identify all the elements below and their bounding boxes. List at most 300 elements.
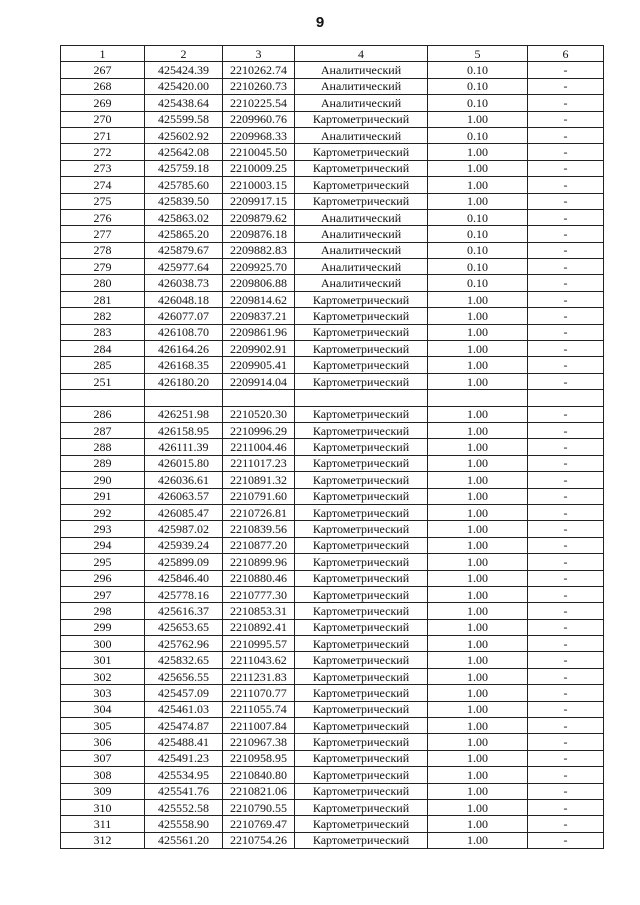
cell-x-coordinate: 425778.16 xyxy=(145,586,223,602)
header-cell-3: 3 xyxy=(223,46,295,62)
cell-y-coordinate: 2210003.15 xyxy=(223,177,295,193)
cell-x-coordinate: 425846.40 xyxy=(145,570,223,586)
cell-y-coordinate: 2210520.30 xyxy=(223,406,295,422)
table-row xyxy=(61,455,604,471)
cell-point-number: 294 xyxy=(61,537,145,553)
cell-x-coordinate: 425461.03 xyxy=(145,701,223,717)
table-row xyxy=(61,619,604,635)
cell-method: Картометрический xyxy=(295,521,428,537)
cell-note: - xyxy=(528,799,604,815)
cell-note: - xyxy=(528,291,604,307)
cell-x-coordinate: 426158.95 xyxy=(145,422,223,438)
cell-x-coordinate: 425534.95 xyxy=(145,767,223,783)
cell-method: Картометрический xyxy=(295,488,428,504)
cell-x-coordinate: 426036.61 xyxy=(145,472,223,488)
cell-note: - xyxy=(528,373,604,389)
cell-point-number: 305 xyxy=(61,718,145,734)
cell-point-number: 289 xyxy=(61,455,145,471)
table-row xyxy=(61,259,604,275)
table-row xyxy=(61,636,604,652)
table-row xyxy=(61,718,604,734)
cell-x-coordinate: 426077.07 xyxy=(145,308,223,324)
cell-note: - xyxy=(528,111,604,127)
cell-point-number: 281 xyxy=(61,291,145,307)
cell-note: - xyxy=(528,209,604,225)
cell-x-coordinate: 426164.26 xyxy=(145,341,223,357)
table-row xyxy=(61,439,604,455)
table-row xyxy=(61,127,604,143)
cell-point-number: 274 xyxy=(61,177,145,193)
cell-accuracy: 1.00 xyxy=(428,341,528,357)
cell-y-coordinate: 2210009.25 xyxy=(223,160,295,176)
cell-x-coordinate: 426085.47 xyxy=(145,504,223,520)
cell-note: - xyxy=(528,767,604,783)
cell-y-coordinate: 2210790.55 xyxy=(223,799,295,815)
table-row xyxy=(61,521,604,537)
cell-note: - xyxy=(528,537,604,553)
table-row xyxy=(61,750,604,766)
cell-point-number: 285 xyxy=(61,357,145,373)
cell-y-coordinate: 2211070.77 xyxy=(223,685,295,701)
cell-method: Аналитический xyxy=(295,62,428,78)
cell-y-coordinate: 2209917.15 xyxy=(223,193,295,209)
cell-note: - xyxy=(528,488,604,504)
cell-x-coordinate: 425839.50 xyxy=(145,193,223,209)
cell-point-number: 270 xyxy=(61,111,145,127)
cell-note: - xyxy=(528,685,604,701)
cell-point-number: 297 xyxy=(61,586,145,602)
cell-method: Картометрический xyxy=(295,668,428,684)
cell-point-number: 299 xyxy=(61,619,145,635)
cell-point-number: 271 xyxy=(61,127,145,143)
cell-x-coordinate: 425832.65 xyxy=(145,652,223,668)
table-row xyxy=(61,554,604,570)
cell-method: Картометрический xyxy=(295,767,428,783)
cell-y-coordinate: 2210995.57 xyxy=(223,636,295,652)
cell-x-coordinate: 425438.64 xyxy=(145,95,223,111)
cell-y-coordinate: 2210262.74 xyxy=(223,62,295,78)
cell-note: - xyxy=(528,439,604,455)
table-row xyxy=(61,586,604,602)
cell-accuracy: 0.10 xyxy=(428,259,528,275)
cell-point-number: 295 xyxy=(61,554,145,570)
cell-note: - xyxy=(528,357,604,373)
cell-point-number: 292 xyxy=(61,504,145,520)
cell-y-coordinate: 2209902.91 xyxy=(223,341,295,357)
cell-x-coordinate: 425552.58 xyxy=(145,799,223,815)
table-body xyxy=(61,62,604,849)
table-row xyxy=(61,373,604,389)
cell-x-coordinate: 426108.70 xyxy=(145,324,223,340)
cell-x-coordinate: 426251.98 xyxy=(145,406,223,422)
cell-accuracy: 1.00 xyxy=(428,799,528,815)
cell-note: - xyxy=(528,406,604,422)
cell-accuracy: 0.10 xyxy=(428,127,528,143)
cell-x-coordinate: 425420.00 xyxy=(145,78,223,94)
cell-note: - xyxy=(528,734,604,750)
table-row xyxy=(61,324,604,340)
cell-point-number: 309 xyxy=(61,783,145,799)
cell-x-coordinate: 425762.96 xyxy=(145,636,223,652)
table-row xyxy=(61,488,604,504)
cell-x-coordinate: 425474.87 xyxy=(145,718,223,734)
cell-x-coordinate: 426048.18 xyxy=(145,291,223,307)
cell-accuracy: 1.00 xyxy=(428,291,528,307)
cell-point-number: 278 xyxy=(61,242,145,258)
cell-x-coordinate: 426111.39 xyxy=(145,439,223,455)
cell-method: Картометрический xyxy=(295,291,428,307)
cell-y-coordinate: 2209806.88 xyxy=(223,275,295,291)
cell-point-number: 287 xyxy=(61,422,145,438)
cell-note: - xyxy=(528,832,604,848)
cell-method: Аналитический xyxy=(295,242,428,258)
cell-method: Картометрический xyxy=(295,324,428,340)
cell-y-coordinate: 2210769.47 xyxy=(223,816,295,832)
cell-accuracy: 1.00 xyxy=(428,718,528,734)
cell-point-number: 302 xyxy=(61,668,145,684)
cell-method: Аналитический xyxy=(295,127,428,143)
cell-accuracy: 1.00 xyxy=(428,668,528,684)
cell-note: - xyxy=(528,422,604,438)
cell-method: Картометрический xyxy=(295,783,428,799)
cell-method: Аналитический xyxy=(295,226,428,242)
header-cell-6: 6 xyxy=(528,46,604,62)
cell-accuracy: 1.00 xyxy=(428,504,528,520)
cell-note: - xyxy=(528,226,604,242)
cell-accuracy: 1.00 xyxy=(428,521,528,537)
table-row xyxy=(61,111,604,127)
cell-method: Картометрический xyxy=(295,111,428,127)
cell-accuracy: 1.00 xyxy=(428,603,528,619)
cell-y-coordinate: 2210853.31 xyxy=(223,603,295,619)
cell-accuracy: 1.00 xyxy=(428,472,528,488)
cell-accuracy: 1.00 xyxy=(428,734,528,750)
header-cell-1: 1 xyxy=(61,46,145,62)
cell-y-coordinate: 2210726.81 xyxy=(223,504,295,520)
cell-x-coordinate: 425865.20 xyxy=(145,226,223,242)
cell-point-number: 311 xyxy=(61,816,145,832)
cell-method: Аналитический xyxy=(295,209,428,225)
cell-method: Картометрический xyxy=(295,308,428,324)
cell-y-coordinate: 2209914.04 xyxy=(223,373,295,389)
cell-x-coordinate: 425616.37 xyxy=(145,603,223,619)
cell-point-number: 291 xyxy=(61,488,145,504)
cell-method: Картометрический xyxy=(295,193,428,209)
cell-point-number: 277 xyxy=(61,226,145,242)
cell-note: - xyxy=(528,62,604,78)
cell-accuracy: 0.10 xyxy=(428,242,528,258)
table-row xyxy=(61,275,604,291)
cell-x-coordinate: 425599.58 xyxy=(145,111,223,127)
cell-x-coordinate: 426180.20 xyxy=(145,373,223,389)
table-row xyxy=(61,570,604,586)
cell-x-coordinate: 426063.57 xyxy=(145,488,223,504)
cell-x-coordinate: 425785.60 xyxy=(145,177,223,193)
cell-y-coordinate: 2210880.46 xyxy=(223,570,295,586)
cell-accuracy: 1.00 xyxy=(428,439,528,455)
cell-x-coordinate: 425977.64 xyxy=(145,259,223,275)
cell-y-coordinate xyxy=(223,390,295,406)
cell-note: - xyxy=(528,95,604,111)
cell-x-coordinate: 425879.67 xyxy=(145,242,223,258)
cell-accuracy: 1.00 xyxy=(428,586,528,602)
cell-method: Аналитический xyxy=(295,78,428,94)
cell-note: - xyxy=(528,144,604,160)
cell-method: Картометрический xyxy=(295,177,428,193)
cell-note: - xyxy=(528,783,604,799)
table-row xyxy=(61,193,604,209)
cell-note: - xyxy=(528,455,604,471)
cell-y-coordinate: 2211017.23 xyxy=(223,455,295,471)
cell-method: Картометрический xyxy=(295,570,428,586)
cell-x-coordinate: 425561.20 xyxy=(145,832,223,848)
table-row xyxy=(61,783,604,799)
cell-y-coordinate: 2209861.96 xyxy=(223,324,295,340)
cell-accuracy: 1.00 xyxy=(428,422,528,438)
cell-note: - xyxy=(528,586,604,602)
cell-accuracy: 0.10 xyxy=(428,78,528,94)
cell-y-coordinate: 2209925.70 xyxy=(223,259,295,275)
cell-accuracy: 1.00 xyxy=(428,554,528,570)
table-row xyxy=(61,816,604,832)
header-cell-2: 2 xyxy=(145,46,223,62)
cell-note: - xyxy=(528,554,604,570)
cell-accuracy: 1.00 xyxy=(428,619,528,635)
cell-accuracy: 1.00 xyxy=(428,750,528,766)
table-row xyxy=(61,209,604,225)
cell-method: Картометрический xyxy=(295,586,428,602)
cell-method: Картометрический xyxy=(295,160,428,176)
table-row xyxy=(61,308,604,324)
table-row xyxy=(61,406,604,422)
cell-y-coordinate: 2210967.38 xyxy=(223,734,295,750)
cell-method: Аналитический xyxy=(295,259,428,275)
cell-method: Картометрический xyxy=(295,554,428,570)
cell-point-number: 290 xyxy=(61,472,145,488)
cell-note: - xyxy=(528,193,604,209)
table-row xyxy=(61,160,604,176)
cell-x-coordinate: 425491.23 xyxy=(145,750,223,766)
cell-method: Картометрический xyxy=(295,816,428,832)
cell-method: Картометрический xyxy=(295,652,428,668)
cell-point-number xyxy=(61,390,145,406)
cell-method: Картометрический xyxy=(295,422,428,438)
cell-x-coordinate: 425987.02 xyxy=(145,521,223,537)
cell-method: Картометрический xyxy=(295,734,428,750)
cell-point-number: 283 xyxy=(61,324,145,340)
cell-method: Картометрический xyxy=(295,701,428,717)
cell-point-number: 269 xyxy=(61,95,145,111)
cell-y-coordinate: 2209814.62 xyxy=(223,291,295,307)
cell-note: - xyxy=(528,816,604,832)
header-cell-5: 5 xyxy=(428,46,528,62)
cell-accuracy: 0.10 xyxy=(428,275,528,291)
cell-x-coordinate: 425488.41 xyxy=(145,734,223,750)
cell-y-coordinate: 2211055.74 xyxy=(223,701,295,717)
cell-accuracy: 1.00 xyxy=(428,783,528,799)
cell-accuracy: 1.00 xyxy=(428,373,528,389)
cell-point-number: 298 xyxy=(61,603,145,619)
cell-point-number: 267 xyxy=(61,62,145,78)
coordinates-table xyxy=(60,45,604,849)
table-row xyxy=(61,504,604,520)
cell-method: Картометрический xyxy=(295,455,428,471)
cell-note: - xyxy=(528,636,604,652)
cell-method xyxy=(295,390,428,406)
cell-y-coordinate: 2211231.83 xyxy=(223,668,295,684)
cell-method: Картометрический xyxy=(295,832,428,848)
cell-y-coordinate: 2210877.20 xyxy=(223,537,295,553)
cell-y-coordinate: 2210958.95 xyxy=(223,750,295,766)
cell-method: Картометрический xyxy=(295,504,428,520)
cell-x-coordinate: 425541.76 xyxy=(145,783,223,799)
cell-y-coordinate: 2210225.54 xyxy=(223,95,295,111)
table-row xyxy=(61,78,604,94)
cell-point-number: 268 xyxy=(61,78,145,94)
cell-accuracy: 1.00 xyxy=(428,406,528,422)
cell-note: - xyxy=(528,275,604,291)
cell-method: Картометрический xyxy=(295,718,428,734)
table-row xyxy=(61,832,604,848)
cell-accuracy: 1.00 xyxy=(428,816,528,832)
cell-x-coordinate: 425899.09 xyxy=(145,554,223,570)
cell-x-coordinate: 425457.09 xyxy=(145,685,223,701)
cell-accuracy: 1.00 xyxy=(428,636,528,652)
cell-y-coordinate: 2210891.32 xyxy=(223,472,295,488)
cell-y-coordinate: 2210892.41 xyxy=(223,619,295,635)
header-row xyxy=(61,46,604,62)
cell-y-coordinate: 2210777.30 xyxy=(223,586,295,602)
cell-method: Картометрический xyxy=(295,537,428,553)
page-number: 9 xyxy=(315,14,325,31)
table-row xyxy=(61,357,604,373)
cell-note: - xyxy=(528,308,604,324)
cell-y-coordinate: 2209837.21 xyxy=(223,308,295,324)
table-row xyxy=(61,62,604,78)
cell-note: - xyxy=(528,603,604,619)
cell-accuracy: 1.00 xyxy=(428,177,528,193)
table-row xyxy=(61,422,604,438)
cell-point-number: 288 xyxy=(61,439,145,455)
cell-y-coordinate: 2210840.80 xyxy=(223,767,295,783)
cell-note: - xyxy=(528,341,604,357)
cell-y-coordinate: 2209968.33 xyxy=(223,127,295,143)
cell-note: - xyxy=(528,242,604,258)
cell-x-coordinate: 425939.24 xyxy=(145,537,223,553)
table-row xyxy=(61,472,604,488)
cell-accuracy: 1.00 xyxy=(428,767,528,783)
table-row xyxy=(61,291,604,307)
table-row xyxy=(61,177,604,193)
cell-x-coordinate: 425424.39 xyxy=(145,62,223,78)
cell-note: - xyxy=(528,668,604,684)
cell-method: Картометрический xyxy=(295,636,428,652)
cell-point-number: 303 xyxy=(61,685,145,701)
cell-x-coordinate xyxy=(145,390,223,406)
cell-note: - xyxy=(528,521,604,537)
cell-y-coordinate: 2210754.26 xyxy=(223,832,295,848)
cell-method: Картометрический xyxy=(295,472,428,488)
cell-point-number: 284 xyxy=(61,341,145,357)
cell-method: Картометрический xyxy=(295,619,428,635)
cell-point-number: 308 xyxy=(61,767,145,783)
cell-y-coordinate: 2209876.18 xyxy=(223,226,295,242)
header-cell-4: 4 xyxy=(295,46,428,62)
table-row xyxy=(61,341,604,357)
table-row xyxy=(61,767,604,783)
table-row xyxy=(61,734,604,750)
table-row xyxy=(61,685,604,701)
cell-point-number: 296 xyxy=(61,570,145,586)
cell-y-coordinate: 2209879.62 xyxy=(223,209,295,225)
cell-accuracy: 1.00 xyxy=(428,455,528,471)
cell-accuracy: 1.00 xyxy=(428,685,528,701)
cell-point-number: 272 xyxy=(61,144,145,160)
table-row xyxy=(61,701,604,717)
cell-method: Картометрический xyxy=(295,799,428,815)
cell-accuracy: 1.00 xyxy=(428,308,528,324)
cell-y-coordinate: 2210045.50 xyxy=(223,144,295,160)
cell-accuracy: 1.00 xyxy=(428,357,528,373)
table-row xyxy=(61,226,604,242)
table-row xyxy=(61,668,604,684)
table-row xyxy=(61,537,604,553)
cell-x-coordinate: 426168.35 xyxy=(145,357,223,373)
cell-accuracy: 0.10 xyxy=(428,62,528,78)
cell-note: - xyxy=(528,750,604,766)
cell-note: - xyxy=(528,160,604,176)
cell-accuracy: 0.10 xyxy=(428,209,528,225)
cell-y-coordinate: 2210260.73 xyxy=(223,78,295,94)
cell-note: - xyxy=(528,177,604,193)
table-row xyxy=(61,799,604,815)
cell-y-coordinate: 2209905.41 xyxy=(223,357,295,373)
cell-method: Картометрический xyxy=(295,341,428,357)
cell-accuracy: 1.00 xyxy=(428,324,528,340)
cell-point-number: 306 xyxy=(61,734,145,750)
cell-point-number: 300 xyxy=(61,636,145,652)
cell-accuracy: 1.00 xyxy=(428,701,528,717)
cell-accuracy: 1.00 xyxy=(428,570,528,586)
cell-y-coordinate: 2211004.46 xyxy=(223,439,295,455)
cell-accuracy: 1.00 xyxy=(428,144,528,160)
cell-y-coordinate: 2209882.83 xyxy=(223,242,295,258)
cell-note: - xyxy=(528,570,604,586)
table-row xyxy=(61,603,604,619)
table-row xyxy=(61,390,604,406)
cell-accuracy xyxy=(428,390,528,406)
cell-accuracy: 1.00 xyxy=(428,111,528,127)
cell-point-number: 293 xyxy=(61,521,145,537)
cell-accuracy: 1.00 xyxy=(428,160,528,176)
table-row xyxy=(61,652,604,668)
cell-method: Картометрический xyxy=(295,357,428,373)
cell-method: Картометрический xyxy=(295,406,428,422)
cell-point-number: 275 xyxy=(61,193,145,209)
cell-method: Картометрический xyxy=(295,685,428,701)
cell-x-coordinate: 425653.65 xyxy=(145,619,223,635)
cell-point-number: 301 xyxy=(61,652,145,668)
cell-y-coordinate: 2210791.60 xyxy=(223,488,295,504)
cell-x-coordinate: 425656.55 xyxy=(145,668,223,684)
cell-note: - xyxy=(528,259,604,275)
cell-note: - xyxy=(528,504,604,520)
cell-method: Картометрический xyxy=(295,603,428,619)
cell-accuracy: 1.00 xyxy=(428,832,528,848)
cell-method: Картометрический xyxy=(295,373,428,389)
cell-note: - xyxy=(528,78,604,94)
cell-method: Аналитический xyxy=(295,275,428,291)
